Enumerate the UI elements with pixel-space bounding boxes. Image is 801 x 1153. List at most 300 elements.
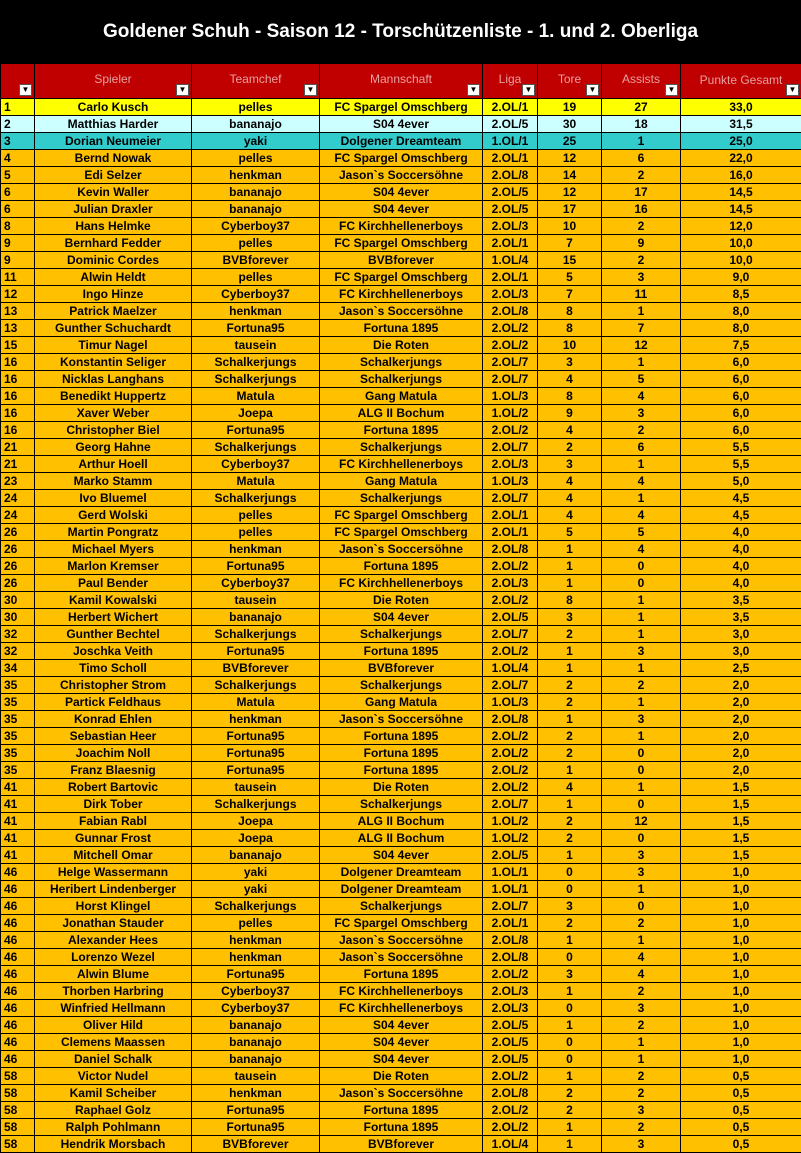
- cell-team[interactable]: S04 4ever: [320, 116, 483, 133]
- cell-points[interactable]: 2,0: [681, 694, 801, 711]
- cell-points[interactable]: 6,0: [681, 422, 801, 439]
- cell-player[interactable]: Marlon Kremser: [35, 558, 192, 575]
- cell-assists[interactable]: 0: [602, 762, 681, 779]
- cell-assists[interactable]: 5: [602, 524, 681, 541]
- cell-teamchef[interactable]: tausein: [192, 592, 320, 609]
- cell-assists[interactable]: 2: [602, 1119, 681, 1136]
- cell-teamchef[interactable]: henkman: [192, 932, 320, 949]
- cell-goals[interactable]: 2: [538, 728, 602, 745]
- cell-assists[interactable]: 1: [602, 728, 681, 745]
- cell-rank[interactable]: 35: [1, 711, 35, 728]
- cell-points[interactable]: 0,5: [681, 1136, 801, 1153]
- cell-player[interactable]: Mitchell Omar: [35, 847, 192, 864]
- cell-points[interactable]: 1,0: [681, 898, 801, 915]
- cell-goals[interactable]: 0: [538, 1051, 602, 1068]
- cell-rank[interactable]: 8: [1, 218, 35, 235]
- cell-team[interactable]: Schalkerjungs: [320, 371, 483, 388]
- cell-team[interactable]: FC Spargel Omschberg: [320, 99, 483, 116]
- cell-teamchef[interactable]: pelles: [192, 235, 320, 252]
- cell-goals[interactable]: 3: [538, 354, 602, 371]
- cell-teamchef[interactable]: pelles: [192, 269, 320, 286]
- cell-player[interactable]: Hendrik Morsbach: [35, 1136, 192, 1153]
- cell-player[interactable]: Winfried Hellmann: [35, 1000, 192, 1017]
- cell-points[interactable]: 14,5: [681, 184, 801, 201]
- cell-player[interactable]: Patrick Maelzer: [35, 303, 192, 320]
- cell-points[interactable]: 1,5: [681, 847, 801, 864]
- cell-goals[interactable]: 1: [538, 1136, 602, 1153]
- cell-league[interactable]: 2.OL/8: [483, 949, 538, 966]
- cell-rank[interactable]: 46: [1, 1034, 35, 1051]
- cell-league[interactable]: 2.OL/3: [483, 218, 538, 235]
- cell-player[interactable]: Ralph Pohlmann: [35, 1119, 192, 1136]
- cell-teamchef[interactable]: bananajo: [192, 1017, 320, 1034]
- cell-player[interactable]: Timur Nagel: [35, 337, 192, 354]
- cell-league[interactable]: 2.OL/5: [483, 1051, 538, 1068]
- cell-assists[interactable]: 7: [602, 320, 681, 337]
- cell-rank[interactable]: 35: [1, 762, 35, 779]
- cell-points[interactable]: 1,0: [681, 915, 801, 932]
- cell-league[interactable]: 2.OL/5: [483, 847, 538, 864]
- cell-player[interactable]: Xaver Weber: [35, 405, 192, 422]
- cell-teamchef[interactable]: bananajo: [192, 1051, 320, 1068]
- cell-teamchef[interactable]: bananajo: [192, 609, 320, 626]
- cell-team[interactable]: FC Spargel Omschberg: [320, 524, 483, 541]
- cell-rank[interactable]: 24: [1, 507, 35, 524]
- cell-goals[interactable]: 0: [538, 949, 602, 966]
- cell-team[interactable]: S04 4ever: [320, 1051, 483, 1068]
- cell-points[interactable]: 8,0: [681, 320, 801, 337]
- cell-points[interactable]: 2,5: [681, 660, 801, 677]
- cell-rank[interactable]: 16: [1, 354, 35, 371]
- cell-teamchef[interactable]: tausein: [192, 779, 320, 796]
- cell-teamchef[interactable]: pelles: [192, 150, 320, 167]
- cell-team[interactable]: Jason`s Soccersöhne: [320, 303, 483, 320]
- cell-points[interactable]: 1,0: [681, 983, 801, 1000]
- cell-points[interactable]: 0,5: [681, 1119, 801, 1136]
- cell-rank[interactable]: 34: [1, 660, 35, 677]
- cell-league[interactable]: 2.OL/8: [483, 711, 538, 728]
- cell-player[interactable]: Joschka Veith: [35, 643, 192, 660]
- cell-player[interactable]: Ivo Bluemel: [35, 490, 192, 507]
- cell-league[interactable]: 2.OL/7: [483, 626, 538, 643]
- cell-team[interactable]: FC Spargel Omschberg: [320, 235, 483, 252]
- cell-player[interactable]: Dirk Tober: [35, 796, 192, 813]
- cell-goals[interactable]: 9: [538, 405, 602, 422]
- cell-rank[interactable]: 24: [1, 490, 35, 507]
- cell-goals[interactable]: 17: [538, 201, 602, 218]
- cell-team[interactable]: BVBforever: [320, 252, 483, 269]
- cell-league[interactable]: 1.OL/1: [483, 864, 538, 881]
- cell-assists[interactable]: 12: [602, 337, 681, 354]
- cell-player[interactable]: Matthias Harder: [35, 116, 192, 133]
- cell-goals[interactable]: 2: [538, 813, 602, 830]
- cell-league[interactable]: 1.OL/3: [483, 694, 538, 711]
- cell-goals[interactable]: 8: [538, 303, 602, 320]
- cell-team[interactable]: ALG II Bochum: [320, 405, 483, 422]
- cell-league[interactable]: 2.OL/2: [483, 320, 538, 337]
- cell-player[interactable]: Julian Draxler: [35, 201, 192, 218]
- cell-points[interactable]: 7,5: [681, 337, 801, 354]
- cell-team[interactable]: Fortuna 1895: [320, 728, 483, 745]
- cell-goals[interactable]: 7: [538, 235, 602, 252]
- cell-player[interactable]: Kamil Scheiber: [35, 1085, 192, 1102]
- cell-teamchef[interactable]: pelles: [192, 507, 320, 524]
- cell-points[interactable]: 3,0: [681, 626, 801, 643]
- cell-team[interactable]: Fortuna 1895: [320, 422, 483, 439]
- cell-assists[interactable]: 2: [602, 677, 681, 694]
- cell-goals[interactable]: 1: [538, 711, 602, 728]
- cell-rank[interactable]: 32: [1, 643, 35, 660]
- cell-goals[interactable]: 0: [538, 881, 602, 898]
- cell-points[interactable]: 1,0: [681, 1051, 801, 1068]
- cell-team[interactable]: Jason`s Soccersöhne: [320, 167, 483, 184]
- cell-rank[interactable]: 46: [1, 1017, 35, 1034]
- cell-teamchef[interactable]: Fortuna95: [192, 643, 320, 660]
- cell-team[interactable]: Schalkerjungs: [320, 796, 483, 813]
- cell-player[interactable]: Dominic Cordes: [35, 252, 192, 269]
- cell-teamchef[interactable]: yaki: [192, 881, 320, 898]
- cell-rank[interactable]: 21: [1, 439, 35, 456]
- cell-teamchef[interactable]: Schalkerjungs: [192, 371, 320, 388]
- cell-team[interactable]: Fortuna 1895: [320, 320, 483, 337]
- cell-points[interactable]: 1,0: [681, 932, 801, 949]
- cell-assists[interactable]: 2: [602, 218, 681, 235]
- cell-team[interactable]: Schalkerjungs: [320, 439, 483, 456]
- cell-goals[interactable]: 2: [538, 745, 602, 762]
- cell-team[interactable]: Schalkerjungs: [320, 490, 483, 507]
- cell-teamchef[interactable]: henkman: [192, 949, 320, 966]
- cell-goals[interactable]: 4: [538, 473, 602, 490]
- cell-teamchef[interactable]: Cyberboy37: [192, 286, 320, 303]
- cell-teamchef[interactable]: Matula: [192, 388, 320, 405]
- cell-league[interactable]: 2.OL/1: [483, 99, 538, 116]
- cell-league[interactable]: 2.OL/2: [483, 337, 538, 354]
- cell-league[interactable]: 2.OL/8: [483, 932, 538, 949]
- cell-goals[interactable]: 3: [538, 456, 602, 473]
- cell-rank[interactable]: 35: [1, 728, 35, 745]
- cell-teamchef[interactable]: bananajo: [192, 201, 320, 218]
- cell-goals[interactable]: 5: [538, 269, 602, 286]
- cell-league[interactable]: 2.OL/5: [483, 184, 538, 201]
- cell-assists[interactable]: 3: [602, 711, 681, 728]
- cell-points[interactable]: 8,5: [681, 286, 801, 303]
- cell-team[interactable]: FC Kirchhellenerboys: [320, 218, 483, 235]
- cell-teamchef[interactable]: Joepa: [192, 813, 320, 830]
- cell-teamchef[interactable]: Cyberboy37: [192, 456, 320, 473]
- cell-goals[interactable]: 19: [538, 99, 602, 116]
- cell-player[interactable]: Nicklas Langhans: [35, 371, 192, 388]
- cell-teamchef[interactable]: BVBforever: [192, 660, 320, 677]
- cell-teamchef[interactable]: Schalkerjungs: [192, 796, 320, 813]
- cell-team[interactable]: FC Kirchhellenerboys: [320, 983, 483, 1000]
- cell-team[interactable]: Gang Matula: [320, 694, 483, 711]
- cell-teamchef[interactable]: tausein: [192, 337, 320, 354]
- cell-player[interactable]: Kevin Waller: [35, 184, 192, 201]
- cell-league[interactable]: 1.OL/4: [483, 1136, 538, 1153]
- cell-goals[interactable]: 4: [538, 371, 602, 388]
- filter-dropdown-icon[interactable]: ▼: [176, 84, 189, 96]
- cell-points[interactable]: 5,0: [681, 473, 801, 490]
- cell-player[interactable]: Gunther Schuchardt: [35, 320, 192, 337]
- cell-rank[interactable]: 35: [1, 694, 35, 711]
- cell-team[interactable]: Dolgener Dreamteam: [320, 133, 483, 150]
- cell-team[interactable]: Fortuna 1895: [320, 558, 483, 575]
- cell-player[interactable]: Sebastian Heer: [35, 728, 192, 745]
- cell-league[interactable]: 2.OL/5: [483, 1034, 538, 1051]
- cell-team[interactable]: Fortuna 1895: [320, 643, 483, 660]
- cell-points[interactable]: 5,5: [681, 439, 801, 456]
- cell-goals[interactable]: 4: [538, 490, 602, 507]
- cell-player[interactable]: Alwin Blume: [35, 966, 192, 983]
- cell-team[interactable]: S04 4ever: [320, 847, 483, 864]
- cell-goals[interactable]: 15: [538, 252, 602, 269]
- cell-player[interactable]: Konrad Ehlen: [35, 711, 192, 728]
- cell-teamchef[interactable]: Schalkerjungs: [192, 677, 320, 694]
- cell-goals[interactable]: 1: [538, 1017, 602, 1034]
- cell-rank[interactable]: 2: [1, 116, 35, 133]
- cell-goals[interactable]: 2: [538, 626, 602, 643]
- cell-goals[interactable]: 5: [538, 524, 602, 541]
- cell-goals[interactable]: 30: [538, 116, 602, 133]
- cell-goals[interactable]: 2: [538, 915, 602, 932]
- cell-goals[interactable]: 8: [538, 592, 602, 609]
- cell-league[interactable]: 2.OL/3: [483, 286, 538, 303]
- cell-rank[interactable]: 16: [1, 388, 35, 405]
- cell-goals[interactable]: 8: [538, 388, 602, 405]
- cell-team[interactable]: S04 4ever: [320, 1017, 483, 1034]
- cell-player[interactable]: Oliver Hild: [35, 1017, 192, 1034]
- cell-player[interactable]: Ingo Hinze: [35, 286, 192, 303]
- cell-teamchef[interactable]: henkman: [192, 711, 320, 728]
- cell-team[interactable]: Dolgener Dreamteam: [320, 864, 483, 881]
- filter-dropdown-icon[interactable]: ▼: [467, 84, 480, 96]
- cell-goals[interactable]: 3: [538, 898, 602, 915]
- cell-league[interactable]: 1.OL/2: [483, 813, 538, 830]
- cell-league[interactable]: 2.OL/7: [483, 898, 538, 915]
- cell-team[interactable]: Gang Matula: [320, 388, 483, 405]
- cell-points[interactable]: 6,0: [681, 354, 801, 371]
- cell-player[interactable]: Thorben Harbring: [35, 983, 192, 1000]
- cell-rank[interactable]: 4: [1, 150, 35, 167]
- cell-rank[interactable]: 3: [1, 133, 35, 150]
- cell-league[interactable]: 2.OL/7: [483, 371, 538, 388]
- cell-rank[interactable]: 46: [1, 898, 35, 915]
- cell-assists[interactable]: 3: [602, 269, 681, 286]
- cell-team[interactable]: Schalkerjungs: [320, 677, 483, 694]
- cell-teamchef[interactable]: Fortuna95: [192, 558, 320, 575]
- cell-league[interactable]: 2.OL/2: [483, 745, 538, 762]
- cell-player[interactable]: Herbert Wichert: [35, 609, 192, 626]
- cell-assists[interactable]: 1: [602, 660, 681, 677]
- cell-player[interactable]: Bernhard Fedder: [35, 235, 192, 252]
- cell-rank[interactable]: 1: [1, 99, 35, 116]
- cell-assists[interactable]: 2: [602, 1068, 681, 1085]
- cell-goals[interactable]: 2: [538, 677, 602, 694]
- cell-rank[interactable]: 26: [1, 541, 35, 558]
- cell-teamchef[interactable]: Cyberboy37: [192, 218, 320, 235]
- cell-points[interactable]: 1,5: [681, 830, 801, 847]
- cell-rank[interactable]: 6: [1, 184, 35, 201]
- cell-team[interactable]: ALG II Bochum: [320, 830, 483, 847]
- cell-team[interactable]: BVBforever: [320, 1136, 483, 1153]
- cell-goals[interactable]: 0: [538, 1000, 602, 1017]
- cell-points[interactable]: 3,5: [681, 609, 801, 626]
- cell-league[interactable]: 2.OL/2: [483, 1119, 538, 1136]
- cell-goals[interactable]: 2: [538, 439, 602, 456]
- cell-assists[interactable]: 2: [602, 167, 681, 184]
- cell-player[interactable]: Martin Pongratz: [35, 524, 192, 541]
- cell-league[interactable]: 2.OL/2: [483, 1102, 538, 1119]
- cell-rank[interactable]: 35: [1, 745, 35, 762]
- filter-dropdown-icon[interactable]: ▼: [665, 84, 678, 96]
- cell-assists[interactable]: 0: [602, 898, 681, 915]
- cell-rank[interactable]: 46: [1, 881, 35, 898]
- cell-assists[interactable]: 3: [602, 405, 681, 422]
- cell-rank[interactable]: 46: [1, 932, 35, 949]
- cell-points[interactable]: 1,0: [681, 949, 801, 966]
- cell-goals[interactable]: 1: [538, 660, 602, 677]
- cell-rank[interactable]: 46: [1, 1051, 35, 1068]
- cell-rank[interactable]: 13: [1, 303, 35, 320]
- cell-goals[interactable]: 3: [538, 609, 602, 626]
- cell-player[interactable]: Horst Klingel: [35, 898, 192, 915]
- cell-points[interactable]: 4,0: [681, 558, 801, 575]
- cell-player[interactable]: Helge Wassermann: [35, 864, 192, 881]
- cell-player[interactable]: Gunnar Frost: [35, 830, 192, 847]
- cell-team[interactable]: FC Kirchhellenerboys: [320, 286, 483, 303]
- cell-points[interactable]: 1,0: [681, 966, 801, 983]
- cell-league[interactable]: 2.OL/2: [483, 779, 538, 796]
- cell-goals[interactable]: 1: [538, 762, 602, 779]
- cell-rank[interactable]: 58: [1, 1136, 35, 1153]
- cell-league[interactable]: 2.OL/7: [483, 354, 538, 371]
- cell-goals[interactable]: 4: [538, 507, 602, 524]
- cell-points[interactable]: 6,0: [681, 388, 801, 405]
- cell-assists[interactable]: 5: [602, 371, 681, 388]
- cell-assists[interactable]: 2: [602, 422, 681, 439]
- cell-goals[interactable]: 1: [538, 983, 602, 1000]
- cell-league[interactable]: 1.OL/2: [483, 830, 538, 847]
- cell-points[interactable]: 2,0: [681, 728, 801, 745]
- cell-points[interactable]: 6,0: [681, 371, 801, 388]
- cell-rank[interactable]: 16: [1, 371, 35, 388]
- cell-rank[interactable]: 26: [1, 575, 35, 592]
- cell-assists[interactable]: 6: [602, 150, 681, 167]
- cell-assists[interactable]: 0: [602, 575, 681, 592]
- cell-league[interactable]: 1.OL/2: [483, 405, 538, 422]
- cell-points[interactable]: 2,0: [681, 745, 801, 762]
- cell-rank[interactable]: 46: [1, 966, 35, 983]
- cell-team[interactable]: S04 4ever: [320, 1034, 483, 1051]
- cell-rank[interactable]: 41: [1, 830, 35, 847]
- cell-league[interactable]: 2.OL/2: [483, 1068, 538, 1085]
- cell-goals[interactable]: 12: [538, 184, 602, 201]
- cell-team[interactable]: Schalkerjungs: [320, 354, 483, 371]
- cell-league[interactable]: 1.OL/3: [483, 388, 538, 405]
- cell-team[interactable]: Gang Matula: [320, 473, 483, 490]
- cell-teamchef[interactable]: Schalkerjungs: [192, 490, 320, 507]
- cell-assists[interactable]: 27: [602, 99, 681, 116]
- cell-goals[interactable]: 1: [538, 1119, 602, 1136]
- cell-league[interactable]: 2.OL/5: [483, 609, 538, 626]
- cell-rank[interactable]: 26: [1, 524, 35, 541]
- cell-points[interactable]: 1,0: [681, 1000, 801, 1017]
- cell-teamchef[interactable]: Schalkerjungs: [192, 354, 320, 371]
- cell-rank[interactable]: 16: [1, 422, 35, 439]
- cell-assists[interactable]: 4: [602, 473, 681, 490]
- cell-player[interactable]: Bernd Nowak: [35, 150, 192, 167]
- cell-points[interactable]: 1,5: [681, 813, 801, 830]
- cell-goals[interactable]: 1: [538, 643, 602, 660]
- cell-goals[interactable]: 1: [538, 1068, 602, 1085]
- cell-league[interactable]: 2.OL/1: [483, 507, 538, 524]
- cell-points[interactable]: 22,0: [681, 150, 801, 167]
- cell-rank[interactable]: 41: [1, 813, 35, 830]
- cell-team[interactable]: Fortuna 1895: [320, 1102, 483, 1119]
- cell-goals[interactable]: 0: [538, 1034, 602, 1051]
- cell-league[interactable]: 2.OL/1: [483, 269, 538, 286]
- cell-goals[interactable]: 12: [538, 150, 602, 167]
- cell-goals[interactable]: 3: [538, 966, 602, 983]
- cell-team[interactable]: FC Kirchhellenerboys: [320, 456, 483, 473]
- cell-player[interactable]: Christopher Strom: [35, 677, 192, 694]
- cell-team[interactable]: Schalkerjungs: [320, 898, 483, 915]
- cell-goals[interactable]: 2: [538, 1102, 602, 1119]
- cell-assists[interactable]: 3: [602, 1102, 681, 1119]
- cell-league[interactable]: 2.OL/2: [483, 558, 538, 575]
- cell-goals[interactable]: 0: [538, 864, 602, 881]
- cell-teamchef[interactable]: Joepa: [192, 405, 320, 422]
- cell-points[interactable]: 33,0: [681, 99, 801, 116]
- cell-teamchef[interactable]: Schalkerjungs: [192, 626, 320, 643]
- cell-player[interactable]: Partick Feldhaus: [35, 694, 192, 711]
- cell-player[interactable]: Benedikt Huppertz: [35, 388, 192, 405]
- filter-dropdown-icon[interactable]: ▼: [522, 84, 535, 96]
- cell-assists[interactable]: 3: [602, 847, 681, 864]
- cell-points[interactable]: 1,0: [681, 881, 801, 898]
- cell-team[interactable]: S04 4ever: [320, 609, 483, 626]
- cell-player[interactable]: Kamil Kowalski: [35, 592, 192, 609]
- cell-player[interactable]: Fabian Rabl: [35, 813, 192, 830]
- cell-goals[interactable]: 7: [538, 286, 602, 303]
- cell-teamchef[interactable]: Fortuna95: [192, 1102, 320, 1119]
- cell-teamchef[interactable]: tausein: [192, 1068, 320, 1085]
- cell-teamchef[interactable]: Fortuna95: [192, 966, 320, 983]
- cell-teamchef[interactable]: yaki: [192, 133, 320, 150]
- cell-rank[interactable]: 58: [1, 1068, 35, 1085]
- cell-player[interactable]: Robert Bartovic: [35, 779, 192, 796]
- cell-goals[interactable]: 8: [538, 320, 602, 337]
- cell-rank[interactable]: 41: [1, 847, 35, 864]
- cell-assists[interactable]: 4: [602, 966, 681, 983]
- cell-points[interactable]: 14,5: [681, 201, 801, 218]
- cell-team[interactable]: Die Roten: [320, 337, 483, 354]
- cell-teamchef[interactable]: Fortuna95: [192, 1119, 320, 1136]
- cell-rank[interactable]: 58: [1, 1102, 35, 1119]
- cell-teamchef[interactable]: henkman: [192, 1085, 320, 1102]
- cell-rank[interactable]: 9: [1, 252, 35, 269]
- cell-points[interactable]: 8,0: [681, 303, 801, 320]
- cell-league[interactable]: 2.OL/7: [483, 490, 538, 507]
- cell-points[interactable]: 1,0: [681, 1034, 801, 1051]
- cell-teamchef[interactable]: Fortuna95: [192, 320, 320, 337]
- cell-player[interactable]: Raphael Golz: [35, 1102, 192, 1119]
- cell-league[interactable]: 2.OL/2: [483, 728, 538, 745]
- cell-teamchef[interactable]: Cyberboy37: [192, 575, 320, 592]
- cell-assists[interactable]: 1: [602, 456, 681, 473]
- cell-rank[interactable]: 58: [1, 1085, 35, 1102]
- cell-player[interactable]: Edi Selzer: [35, 167, 192, 184]
